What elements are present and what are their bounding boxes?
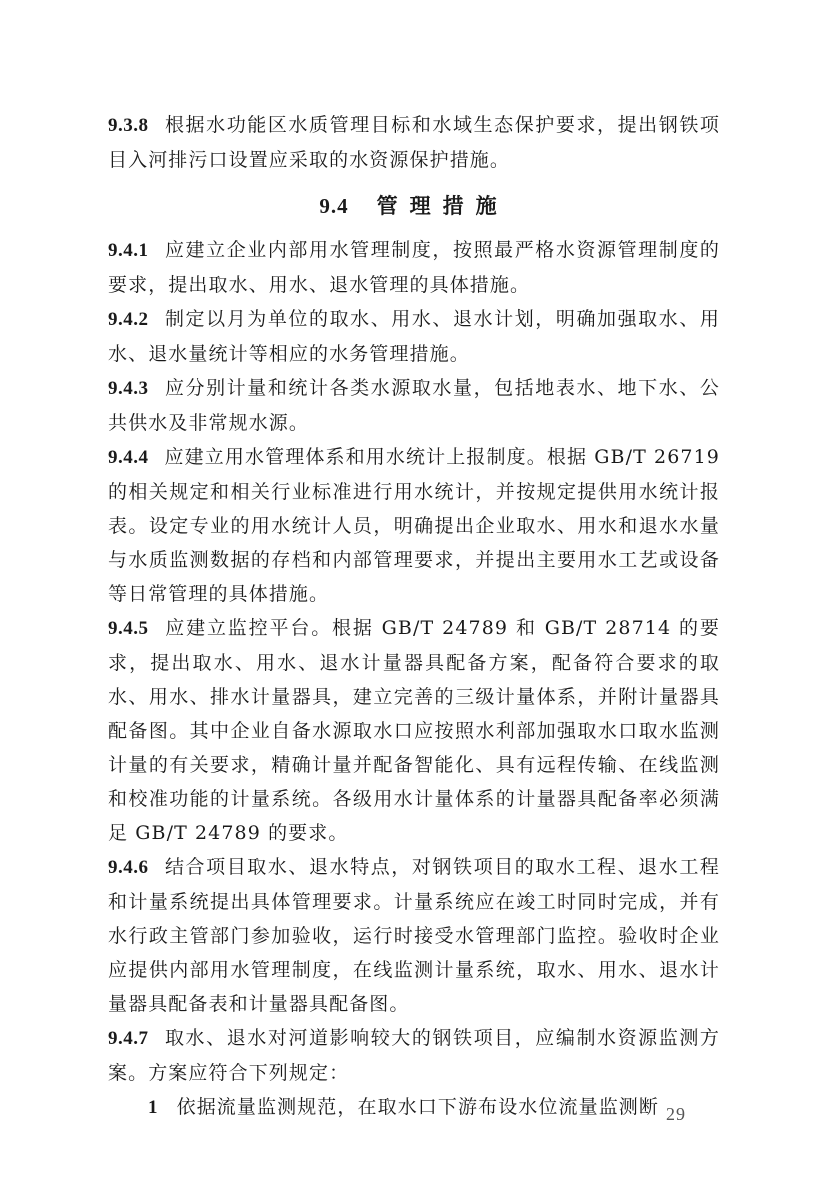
- list-item: [108, 1090, 720, 1125]
- clause-number: 9.3.8: [108, 115, 149, 136]
- section-heading: [108, 185, 720, 227]
- clause-number: 9.4.6: [108, 857, 149, 878]
- section-title: 管理措施: [376, 193, 509, 218]
- clause-9-4-6: [108, 850, 720, 1021]
- clause-text: 根据水功能区水质管理目标和水域生态保护要求，提出钢铁项目入河排污口设置应采取的水资源保护措施。: [108, 114, 720, 171]
- document-page: [108, 108, 720, 1125]
- clause-9-4-7: [108, 1021, 720, 1090]
- item-text: 依据流量监测规范，在取水口下游布设水位流量监测断: [176, 1096, 660, 1118]
- clause-9-4-2: [108, 302, 720, 371]
- page-number: 29: [666, 1104, 686, 1124]
- item-number: 1: [148, 1097, 159, 1118]
- clause-number: 9.4.3: [108, 378, 149, 399]
- clause-9-4-3: [108, 371, 720, 440]
- clause-number: 9.4.1: [108, 240, 149, 261]
- clause-text: 应建立企业内部用水管理制度，按照最严格水资源管理制度的要求，提出取水、用水、退水管理的具体措施。: [108, 239, 720, 296]
- section-number: 9.4: [319, 194, 349, 218]
- clause-text: 取水、退水对河道影响较大的钢铁项目，应编制水资源监测方案。方案应符合下列规定：: [108, 1027, 720, 1084]
- clause-text: 制定以月为单位的取水、用水、退水计划，明确加强取水、用水、退水量统计等相应的水务管理措施。: [108, 308, 720, 365]
- clause-9-4-4: [108, 440, 720, 611]
- clause-9-3-8: [108, 108, 720, 177]
- clause-number: 9.4.4: [108, 447, 149, 468]
- clause-text: 应分别计量和统计各类水源取水量，包括地表水、地下水、公共供水及非常规水源。: [108, 377, 720, 434]
- clause-9-4-5: [108, 611, 720, 850]
- clause-number: 9.4.5: [108, 618, 149, 639]
- clause-text: 应建立监控平台。根据 GB/T 24789 和 GB/T 28714 的要求，提出取水、用水、退水计量器具配备方案，配备符合要求的取水、用水、排水计量器具，建立完善的三级计量体系，并附计量器具配备图。其中企业自备水源取水口应按照水利部加强取水口取水监测计量的有关要求，精确计量并配备智能化、具有远程传输、在线监测和校准功能的计量系统。各级用水计量体系的计量器具配备率必须满足 GB/T 24789 的要求。: [108, 617, 720, 844]
- clause-number: 9.4.7: [108, 1028, 149, 1049]
- clause-text: 应建立用水管理体系和用水统计上报制度。根据 GB/T 26719 的相关规定和相关行业标准进行用水统计，并按规定提供用水统计报表。设定专业的用水统计人员，明确提出企业取水、用水和退水水量与水质监测数据的存档和内部管理要求，并提出主要用水工艺或设备等日常管理的具体措施。: [108, 446, 720, 605]
- clause-9-4-1: [108, 233, 720, 302]
- clause-number: 9.4.2: [108, 309, 149, 330]
- clause-text: 结合项目取水、退水特点，对钢铁项目的取水工程、退水工程和计量系统提出具体管理要求。计量系统应在竣工时同时完成，并有水行政主管部门参加验收，运行时接受水管理部门监控。验收时企业应提供内部用水管理制度，在线监测计量系统，取水、用水、退水计量器具配备表和计量器具配备图。: [108, 856, 720, 1015]
